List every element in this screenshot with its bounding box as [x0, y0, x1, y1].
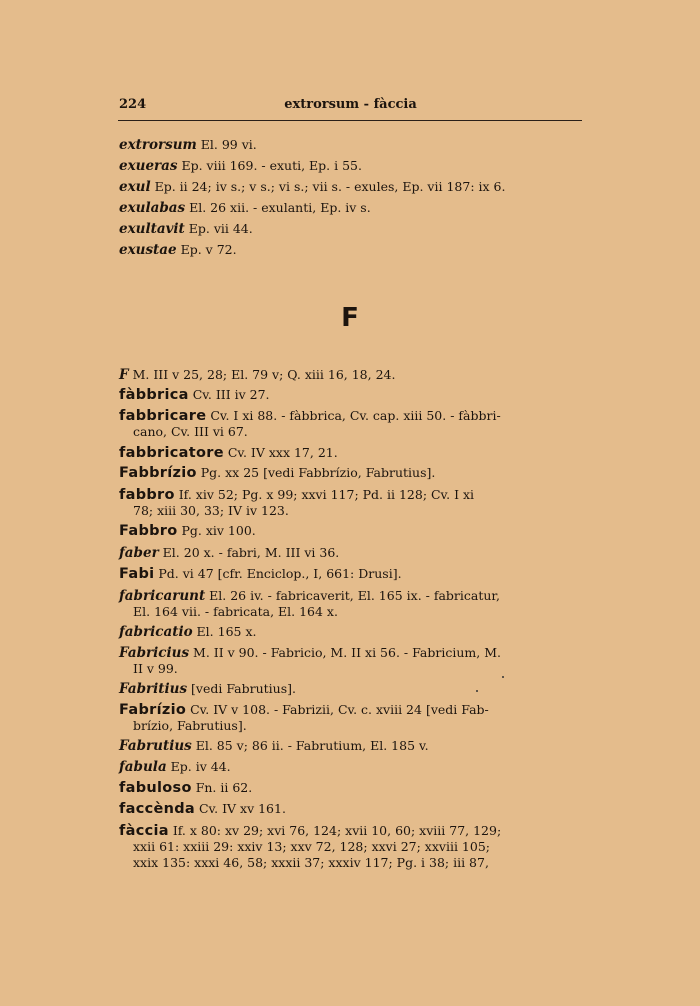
dictionary-entry — [119, 221, 585, 237]
entry-references: Cv. IV xv 161. — [195, 801, 286, 816]
entry-headword: exulabas — [119, 200, 186, 216]
entry-references: If. x 80: xv 29; xvi 76, 124; xvii 10, 60; xviii 77, 129; — [168, 823, 502, 838]
entry-headword: fabuloso — [119, 780, 192, 796]
entry-headword: Fabritius — [119, 681, 188, 697]
entry-references: Cv. III iv 27. — [188, 387, 270, 402]
dictionary-entry — [119, 780, 585, 796]
entry-headword: exultavit — [119, 221, 185, 237]
entry-references: Pg. xx 25 [vedi Fabbrízio, Fabrutius]. — [196, 465, 436, 480]
entry-references: El. 26 iv. - fabricaverit, El. 165 ix. - fabricatur, — [205, 588, 500, 603]
entry-references: Cv. IV v 108. - Fabrizii, Cv. c. xviii 24 [vedi Fab- — [186, 702, 489, 717]
dictionary-entry — [119, 738, 585, 754]
entry-headword: Fabbrízio — [119, 465, 197, 481]
print-speck — [476, 690, 478, 692]
entry-headword: extrorsum — [119, 137, 197, 153]
entry-headword: fabbro — [119, 487, 175, 503]
dictionary-entry — [119, 408, 585, 440]
entry-references: Pg. xiv 100. — [177, 523, 256, 538]
entry-references: El. 165 x. — [192, 624, 257, 639]
entry-continuation: cano, Cv. III vi 67. — [133, 424, 248, 439]
entry-headword: exustae — [119, 242, 177, 258]
dictionary-entry — [119, 588, 585, 620]
entry-headword: fabbricatore — [119, 445, 224, 461]
entry-references: M. III v 25, 28; El. 79 v; Q. xiii 16, 18, 24. — [128, 367, 396, 382]
entry-headword: fabricatio — [119, 624, 193, 640]
entry-continuation: xxix 135: xxxi 46, 58; xxxii 37; xxxiv 117; Pg. i 38; iii 87, — [133, 855, 489, 870]
entry-headword: fabbricare — [119, 408, 207, 424]
dictionary-entry — [119, 200, 585, 216]
entry-headword: fabula — [119, 759, 167, 775]
entry-continuation: II v 99. — [133, 661, 178, 676]
page-number: 224 — [119, 97, 147, 112]
running-header — [119, 97, 582, 117]
dictionary-entry — [119, 545, 585, 561]
dictionary-entry — [119, 702, 585, 734]
entry-headword: exul — [119, 179, 151, 195]
entry-headword: fabricarunt — [119, 588, 206, 604]
entry-headword: Fabi — [119, 566, 155, 582]
dictionary-entry — [119, 566, 585, 582]
dictionary-entry — [119, 801, 585, 817]
section-letter: F — [341, 303, 359, 333]
dictionary-entry — [119, 624, 585, 640]
entry-references: El. 26 xii. - exulanti, Ep. iv s. — [185, 200, 371, 215]
entry-references: El. 99 vi. — [196, 137, 257, 152]
entry-headword: Fabricius — [119, 645, 190, 661]
entry-continuation: 78; xiii 30, 33; IV iv 123. — [133, 503, 289, 518]
dictionary-entry — [119, 242, 585, 258]
entry-continuation: El. 164 vii. - fabricata, El. 164 x. — [133, 604, 338, 619]
entry-headword: faccènda — [119, 801, 196, 817]
dictionary-entry — [119, 465, 585, 481]
dictionary-entry — [119, 487, 585, 519]
entry-references: [vedi Fabrutius]. — [187, 681, 296, 696]
dictionary-entry — [119, 681, 585, 697]
header-title: extrorsum - fàccia — [284, 97, 417, 112]
dictionary-entry — [119, 179, 585, 195]
entry-references: Ep. v 72. — [176, 242, 237, 257]
entry-references: Ep. iv 44. — [166, 759, 231, 774]
dictionary-entry — [119, 523, 585, 539]
print-speck — [502, 676, 504, 678]
header-rule — [118, 120, 582, 121]
entry-references: If. xiv 52; Pg. x 99; xxvi 117; Pd. ii 128; Cv. I xi — [174, 487, 475, 502]
entry-references: El. 85 v; 86 ii. - Fabrutium, El. 185 v. — [191, 738, 429, 753]
entry-references: Fn. ii 62. — [191, 780, 253, 795]
entry-references: Ep. vii 44. — [184, 221, 253, 236]
entry-headword: fàccia — [119, 823, 169, 839]
entry-headword: exueras — [119, 158, 178, 174]
entry-references: M. II v 90. - Fabricio, M. II xi 56. - Fabricium, M. — [189, 645, 501, 660]
dictionary-entry — [119, 387, 585, 403]
dictionary-entry — [119, 137, 585, 153]
entry-references: El. 20 x. - fabri, M. III vi 36. — [158, 545, 340, 560]
entry-headword: fàbbrica — [119, 387, 189, 403]
entry-references: Cv. IV xxx 17, 21. — [223, 445, 338, 460]
entry-headword: faber — [119, 545, 159, 561]
dictionary-entry — [119, 823, 585, 871]
entry-headword: F — [119, 367, 129, 383]
entry-references: Ep. viii 169. - exuti, Ep. i 55. — [177, 158, 362, 173]
entry-headword: Fabbro — [119, 523, 178, 539]
entry-continuation: xxii 61: xxiii 29: xxiv 13; xxv 72, 128; xxvi 27; xxviii 105; — [133, 839, 490, 854]
dictionary-entry — [119, 158, 585, 174]
entry-continuation: brízio, Fabrutius]. — [133, 718, 247, 733]
dictionary-entry — [119, 367, 585, 383]
dictionary-entry — [119, 645, 585, 677]
entry-references: Pd. vi 47 [cfr. Enciclop., I, 661: Drusi]. — [154, 566, 402, 581]
entry-headword: Fabrízio — [119, 702, 187, 718]
entry-references: Cv. I xi 88. - fàbbrica, Cv. cap. xiii 50. - fàbbri- — [206, 408, 501, 423]
dictionary-entry — [119, 445, 585, 461]
entry-references: Ep. ii 24; iv s.; v s.; vi s.; vii s. - exules, Ep. vii 187: ix 6. — [150, 179, 506, 194]
dictionary-entry — [119, 759, 585, 775]
entry-headword: Fabrutius — [119, 738, 192, 754]
